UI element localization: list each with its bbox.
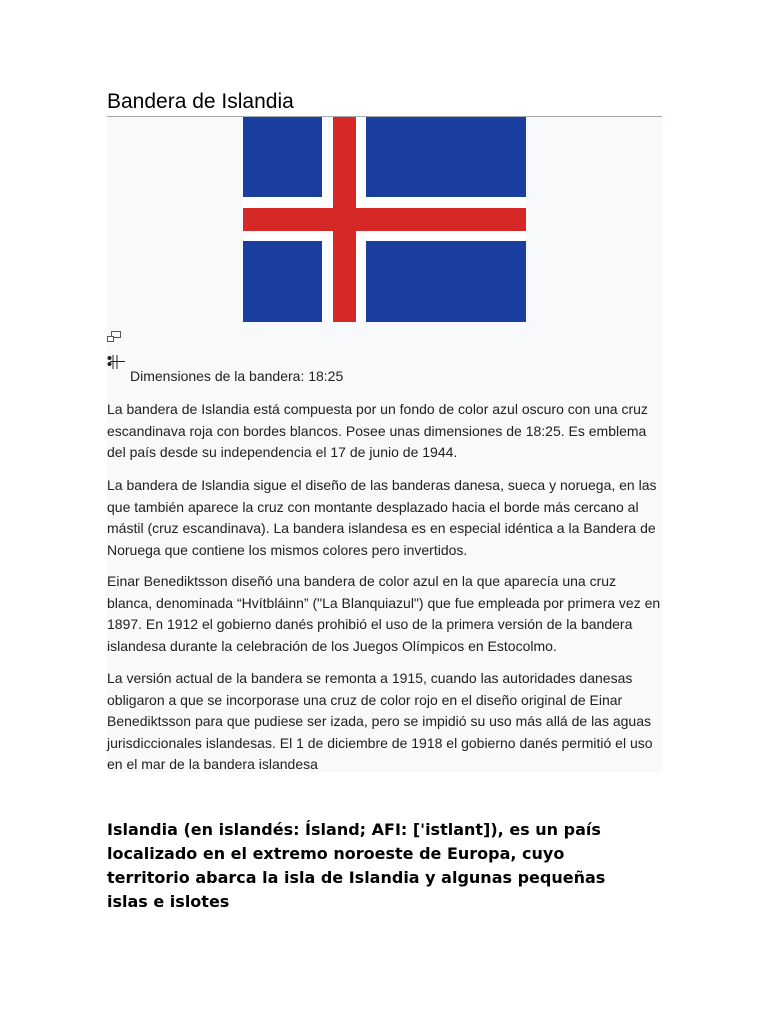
audio-icon[interactable] — [107, 355, 127, 369]
paragraph-composition: La bandera de Islandia está compuesta por un fondo de color azul oscuro con una cruz escandinava roja con bordes blancos. Posee unas dimensiones de 18:25. Es emblema del país desde su independencia el 17 de junio de 1944. — [107, 401, 648, 460]
article-panel — [107, 117, 662, 772]
flag-caption: Dimensiones de la bandera: 18:25 — [130, 368, 344, 384]
paragraph-history: Einar Benediktsson diseñó una bandera de color azul en la que aparecía una cruz blanca, denominada “Hvítbláinn” ("La Blanquiazul") que fue empleada por primera vez en 1897. En 1912 el gobierno danés prohibió el uso de la primera versión de la bandera islandesa durante la celebración de los Juegos Olímpicos en Estocolmo. — [107, 573, 661, 654]
iceland-flag-image[interactable] — [243, 117, 526, 322]
paragraph-current-version: La versión actual de la bandera se remonta a 1915, cuando las autoridades danesas obligaron a que se incorporase una cruz de color rojo en el diseño original de Einar Benediktsson para que pudiese ser izada, pero se impidió su uso más allá de las aguas jurisdiccionales islandesas. El 1 de diciembre de 1918 el gobierno danés permitió el uso en el mar de la bandera islandesa — [107, 670, 653, 772]
page-title: Bandera de Islandia — [107, 88, 662, 117]
paragraph-design: La bandera de Islandia sigue el diseño de las banderas danesa, sueca y noruega, en las que también aparece la cruz con montante desplazado hacia el borde más cercano al mástil (cruz escandinava). La bandera islandesa es en especial idéntica a la Bandera de Noruega que contiene los mismos colores pero invertidos. — [107, 477, 657, 558]
enlarge-icon[interactable] — [107, 331, 121, 343]
intro-paragraph: Islandia (en islandés: Ísland; AFI: ['istlant]), es un país localizado en el extremo noroeste de Europa, cuyo territorio abarca la isla de Islandia y algunas pequeñas islas e islotes — [107, 820, 606, 911]
